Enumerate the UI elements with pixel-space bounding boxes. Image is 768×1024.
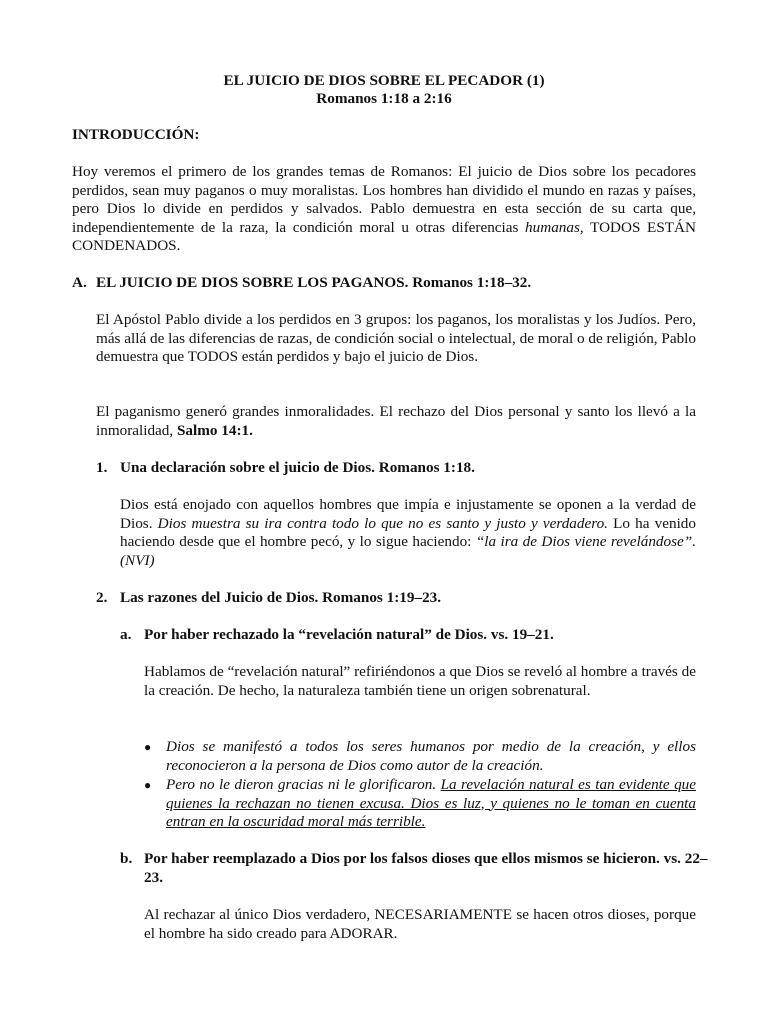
point-1-italic: Dios muestra su ira contra todo lo que no es santo y justo y verdadero. [157, 514, 608, 532]
bullet-icon: ● [144, 740, 152, 754]
bullet-icon: ● [144, 778, 152, 792]
sub-b-heading-text: Por haber reemplazado a Dios por los falsos dioses que ellos mismos se hicieron. vs. 22–23. [144, 850, 708, 886]
sub-a-paragraph: Hablamos de “revelación natural” refiriéndonos a que Dios se reveló al hombre a través de la creación. De hecho, la naturaleza también tiene un origen sobrenatural. [144, 663, 696, 699]
point-1-heading-text: Una declaración sobre el juicio de Dios. Romanos 1:18. [120, 459, 475, 476]
sub-a-bullet-2-text: Pero no le dieron gracias ni le glorificaron. [166, 776, 441, 793]
section-a-marker: A. [72, 274, 87, 291]
intro-italic: humanas [525, 218, 580, 236]
sub-b-marker: b. [120, 850, 133, 867]
sub-a-bullet-1: Dios se manifestó a todos los seres humanos por medio de la creación, y ellos reconocieron a la persona de Dios como autor de la creación. [166, 738, 696, 774]
point-1-quote: “la ira de Dios viene revelándose”. (NVI) [120, 533, 696, 569]
point-2-heading [96, 589, 696, 608]
sub-b-paragraph: Al rechazar al único Dios verdadero, NECESARIAMENTE se hacen otros dioses, porque el hombre ha sido creado para ADORAR. [144, 906, 696, 942]
point-1-text-b: Lo ha venido haciendo desde que el hombre pecó, y lo sigue haciendo: [120, 514, 696, 550]
sub-a-bullet-2-underlined: La revelación natural es tan evidente que quienes la rechazan no tienen excusa. Dios es luz, y quienes no le toman en cuenta entran en la oscuridad moral más terrible. [166, 776, 696, 830]
document-title: EL JUICIO DE DIOS SOBRE EL PECADOR (1) [223, 72, 545, 89]
point-1-paragraph [120, 496, 696, 570]
point-2-marker: 2. [96, 589, 108, 606]
point-1-text-a: Dios está enojado con aquellos hombres que impía e injustamente se oponen a la verdad de Dios. [120, 496, 696, 532]
section-a-heading-text: EL JUICIO DE DIOS SOBRE LOS PAGANOS. Romanos 1:18–32. [96, 274, 532, 291]
section-a-p2-ref: Salmo 14:1. [176, 421, 253, 439]
sub-a-heading [120, 626, 696, 645]
section-a-heading [72, 274, 696, 293]
sub-b-heading [120, 850, 720, 887]
intro-text: Hoy veremos el primero de los grandes temas de Romanos: El juicio de Dios sobre los pecadores perdidos, sean muy paganos o muy moralistas. Los hombres han dividido el mundo en razas y países, pero Dios lo divide en perdidos y salvados. Pablo demuestra en esta sección de su carta que, independientemente de la raza, la condición moral u otras diferencias [72, 163, 696, 236]
document-subtitle: Romanos 1:18 a 2:16 [316, 90, 452, 107]
sub-a-bullet-2 [166, 776, 696, 832]
intro-heading: INTRODUCCIÓN: [72, 126, 200, 143]
section-a-paragraph-2 [96, 403, 696, 440]
point-2-heading-text: Las razones del Juicio de Dios. Romanos 1:19–23. [120, 589, 442, 606]
point-1-marker: 1. [96, 459, 108, 476]
sub-a-heading-text: Por haber rechazado la “revelación natural” de Dios. vs. 19–21. [144, 626, 554, 643]
intro-paragraph [72, 163, 696, 256]
section-a-paragraph-1: El Apóstol Pablo divide a los perdidos en 3 grupos: los paganos, los moralistas y los Judíos. Pero, más allá de las diferencias de razas, de condición social o intelectual, de moral o de religión, Pablo demuestra que TODOS están perdidos y bajo el juicio de Dios. [96, 311, 696, 365]
point-1-heading [96, 459, 696, 478]
section-a-p2-text: El paganismo generó grandes inmoralidades. El rechazo del Dios personal y santo los llevó a la inmoralidad, [96, 403, 696, 439]
intro-text-end: , TODOS ESTÁN CONDENADOS. [72, 218, 696, 254]
sub-a-marker: a. [120, 626, 132, 643]
